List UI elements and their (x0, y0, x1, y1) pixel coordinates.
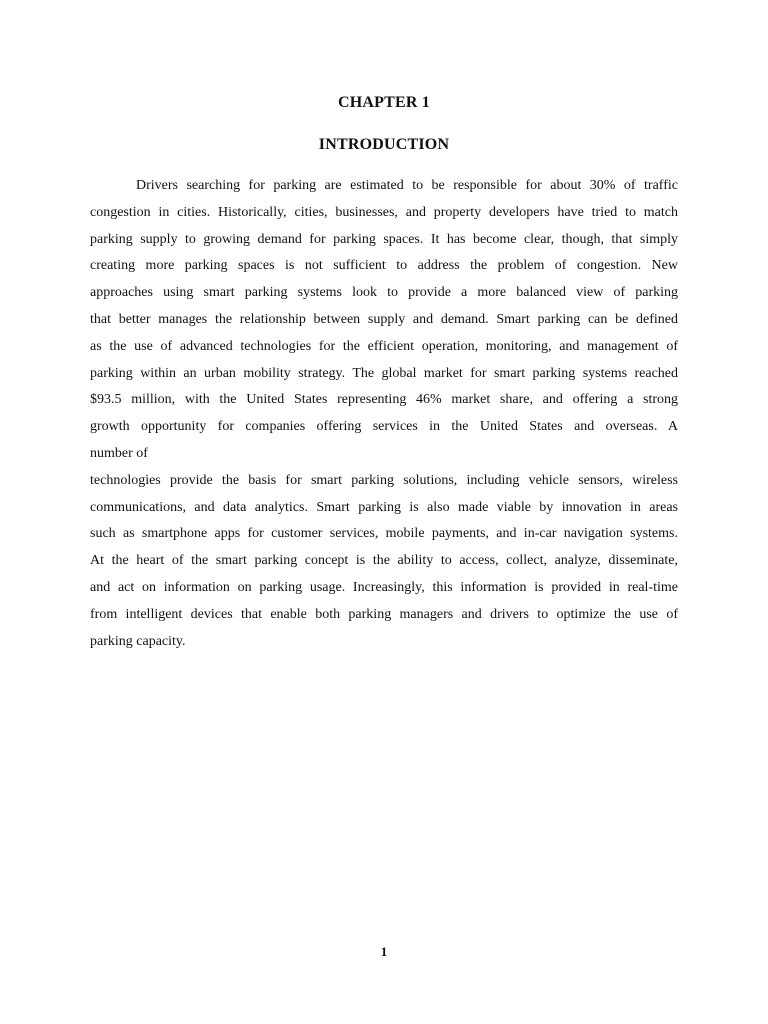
paragraph-line: parking supply to growing demand for parking spaces. It has become clear, though, that simply (90, 231, 678, 247)
chapter-label: CHAPTER 1 (337, 94, 431, 111)
body-paragraph (90, 173, 678, 655)
paragraph-line: parking capacity. (90, 633, 186, 649)
chapter-title: INTRODUCTION (318, 136, 450, 153)
paragraph-line: approaches using smart parking systems look to provide a more balanced view of parking (90, 285, 678, 301)
paragraph-line: number of (90, 445, 148, 461)
paragraph-line: creating more parking spaces is not sufficient to address the problem of congestion. New (90, 258, 678, 274)
page-number: 1 (380, 944, 388, 959)
paragraph-line: such as smartphone apps for customer services, mobile payments, and in-car navigation systems. (90, 526, 678, 542)
paragraph-line: and act on information on parking usage. Increasingly, this information is provided in real-time (90, 579, 678, 595)
paragraph-line: technologies provide the basis for smart parking solutions, including vehicle sensors, wireless (90, 472, 678, 488)
paragraph-line: communications, and data analytics. Smart parking is also made viable by innovation in areas (90, 499, 678, 515)
paragraph-line: from intelligent devices that enable both parking managers and drivers to optimize the use of (90, 606, 678, 622)
paragraph-line: as the use of advanced technologies for the efficient operation, monitoring, and management of (90, 338, 678, 354)
paragraph-line: $93.5 million, with the United States representing 46% market share, and offering a strong (90, 392, 678, 408)
paragraph-line: Drivers searching for parking are estimated to be responsible for about 30% of traffic (136, 178, 678, 193)
paragraph-line: parking within an urban mobility strategy. The global market for smart parking systems reached (90, 365, 678, 381)
paragraph-line: At the heart of the smart parking concept is the ability to access, collect, analyze, disseminate, (90, 553, 678, 569)
paragraph-line: that better manages the relationship between supply and demand. Smart parking can be defined (90, 311, 678, 327)
paragraph-line: congestion in cities. Historically, cities, businesses, and property developers have tried to match (90, 204, 678, 220)
paragraph-line: growth opportunity for companies offering services in the United States and overseas. A (90, 419, 678, 435)
